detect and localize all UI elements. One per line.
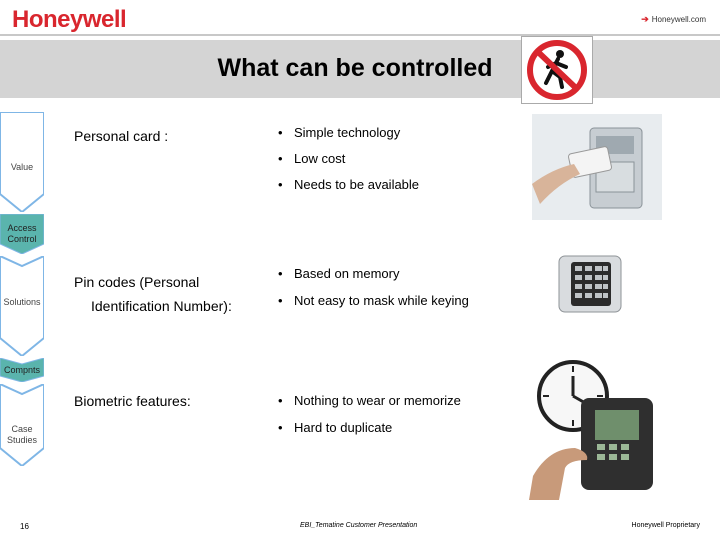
arrow-right-icon: ➔ (641, 14, 649, 24)
nav-item-compnts-label: Compnts (3, 364, 40, 375)
nav-item-access-control-label: Access Control (7, 223, 37, 244)
card-reader-photo (532, 114, 662, 220)
footer-proprietary: Honeywell Proprietary (631, 522, 700, 529)
pin-codes-label-line1: Pin codes (Personal (74, 274, 200, 290)
honeywell-logo: Honeywell (12, 6, 127, 33)
nav-item-compnts[interactable] (0, 358, 44, 382)
honeywell-com-link[interactable] (641, 14, 706, 25)
bullet-item: • Needs to be available (278, 177, 518, 192)
bullet-item: • Not easy to mask while keying (278, 293, 488, 308)
nav-item-solutions-label: Solutions (3, 296, 41, 307)
biometric-bullets (278, 393, 518, 435)
bullet-item: • Hard to duplicate (278, 420, 518, 435)
page-number: 16 (20, 522, 29, 531)
nav-item-access-control[interactable] (0, 214, 44, 254)
no-walking-sign-image (521, 36, 593, 104)
page-title: What can be controlled (217, 54, 493, 82)
footer-presentation-title: EBI_Tematine Customer Presentation (300, 522, 418, 529)
biometric-label: Biometric features: (74, 393, 191, 409)
biometric-reader-photo (529, 356, 665, 500)
nav-item-value-label: Value (10, 161, 34, 172)
personal-card-label: Personal card : (74, 128, 169, 144)
bullet-item: • Simple technology (278, 125, 518, 140)
keypad-photo (555, 252, 625, 316)
bullet-item: • Based on memory (278, 266, 488, 281)
pin-codes-label-line2: Identification Number): (91, 298, 232, 314)
nav-item-value[interactable] (0, 112, 44, 212)
bullet-item: • Nothing to wear or memorize (278, 393, 518, 408)
nav-item-case-studies[interactable] (0, 384, 44, 466)
personal-card-bullets (278, 125, 518, 192)
nav-item-case-studies-label: Case Studies (6, 424, 38, 445)
pin-codes-bullets (278, 266, 488, 308)
section-nav (0, 112, 46, 472)
header-divider (0, 34, 720, 36)
nav-item-solutions[interactable] (0, 256, 44, 356)
bullet-item: • Low cost (278, 151, 518, 166)
honeywell-com-link-label: Honeywell.com (651, 15, 706, 24)
